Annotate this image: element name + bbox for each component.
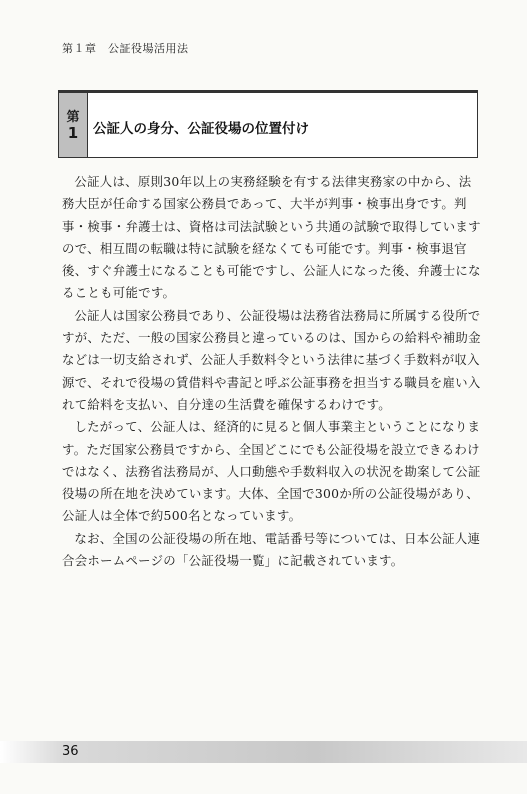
section-title: 公証人の身分、公証役場の位置付け	[93, 121, 309, 137]
body-text	[62, 171, 482, 572]
paragraph: したがって、公証人は、経済的に見ると個人事業主ということになります。ただ国家公務員ですから、全国どこにでも公証役場を設立できるわけではなく、法務省法務局が、人口動態や手数料収入の状況を勘案して公証役場の所在地を決めています。大体、全国で300か所の公証役場があり、公証人は全体で約500名となっています。	[62, 419, 481, 524]
running-head: 第１章 公証役場活用法	[62, 42, 189, 55]
section-number: 1	[67, 123, 79, 142]
paragraph: 公証人は、原則30年以上の実務経験を有する法律実務家の中から、法務大臣が任命する国家公務員であって、大半が判事・検事出身です。判事・検事・弁護士は、資格は司法試験という共通の試験で取得していますので、相互間の転職は特に試験を経なくても可能です。判事・検事退官後、すぐ弁護士になることも可能ですし、公証人になった後、弁護士になることも可能です。	[62, 174, 481, 301]
page-number: 36	[62, 744, 79, 759]
paragraph: なお、全国の公証役場の所在地、電話番号等については、日本公証人連合会ホームページの「公証役場一覧」に記載されています。	[62, 530, 481, 569]
section-heading-box	[58, 90, 478, 158]
section-number-badge	[59, 93, 88, 157]
section-label: 第	[66, 109, 80, 125]
paragraph: 公証人は国家公務員であり、公証役場は法務省法務局に所属する役所ですが、ただ、一般の国家公務員と違っているのは、国からの給料や補助金などは一切支給されず、公証人手数料令という法律に基づく手数料が収入源で、それで役場の賃借料や書記と呼ぶ公証事務を担当する職員を雇い入れて給料を支払い、自分達の生活費を確保するわけです。	[62, 307, 481, 412]
footer-bar	[0, 741, 527, 763]
